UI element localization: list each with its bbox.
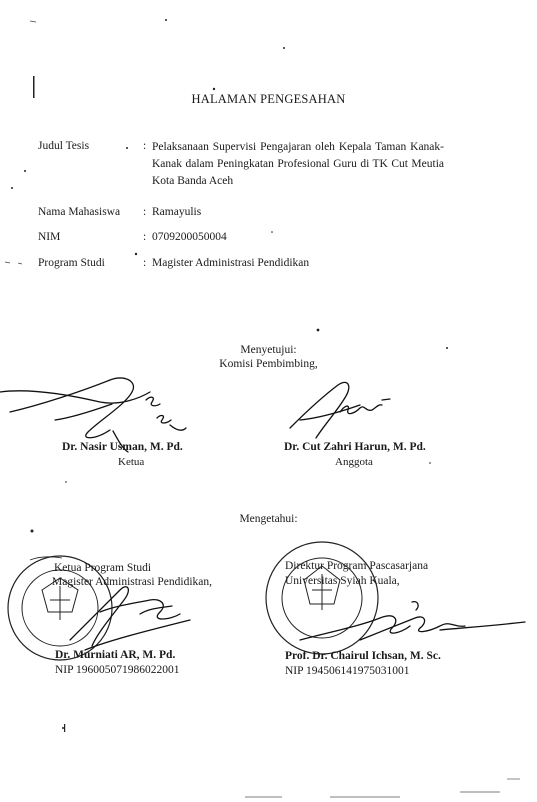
field-colon-nama: : [143, 206, 147, 218]
supervisor-1-role: Ketua [118, 456, 145, 468]
stamp-right [266, 542, 378, 654]
approval-subheading: Komisi Pembimbing, [219, 358, 318, 370]
right-title-line1: Direktur Program Pascasarjana [285, 560, 429, 572]
field-colon-judul: : [143, 140, 147, 152]
left-title-line1: Ketua Program Studi [54, 562, 152, 574]
acknowledgement-heading: Mengetahui: [239, 513, 298, 525]
right-head-name: Prof. Dr. Chairul Ichsan, M. Sc. [285, 650, 441, 662]
field-value-nama: Ramayulis [152, 206, 202, 218]
left-title-line2: Magister Administrasi Pendidikan, [52, 576, 213, 588]
field-label-prodi: Program Studi [38, 257, 105, 269]
scan-specks [5, 19, 520, 797]
page-title: HALAMAN PENGESAHAN [191, 92, 346, 106]
field-value-nim: 0709200050004 [152, 231, 227, 243]
signature-left-head [70, 587, 190, 650]
field-value-judul: Pelaksanaan Supervisi Pengajaran oleh Kepala Taman Kanak-Kanak dalam Peningkatan Profesional Guru di TK Cut Meutia Kota Banda Aceh [152, 141, 444, 187]
left-head-name: Dr. Murniati AR, M. Pd. [55, 649, 176, 661]
field-value-prodi: Magister Administrasi Pendidikan [152, 257, 310, 269]
supervisor-2-name: Dr. Cut Zahri Harun, M. Pd. [284, 441, 426, 453]
right-title-line2: Universitas Syiah Kuala, [285, 575, 400, 587]
signature-right-head [300, 602, 525, 640]
supervisor-1-name: Dr. Nasir Usman, M. Pd. [62, 441, 183, 453]
supervisor-2-role: Anggota [335, 456, 373, 468]
left-head-nip: NIP 196005071986022001 [55, 664, 180, 676]
field-label-judul: Judul Tesis [38, 140, 90, 152]
signature-supervisor-2 [290, 382, 390, 438]
field-colon-prodi: : [143, 257, 147, 269]
approval-heading: Menyetujui: [240, 344, 297, 356]
field-label-nama: Nama Mahasiswa [38, 206, 121, 218]
right-head-nip: NIP 194506141975031001 [285, 665, 410, 677]
field-label-nim: NIM [38, 231, 61, 243]
field-colon-nim: : [143, 231, 147, 243]
